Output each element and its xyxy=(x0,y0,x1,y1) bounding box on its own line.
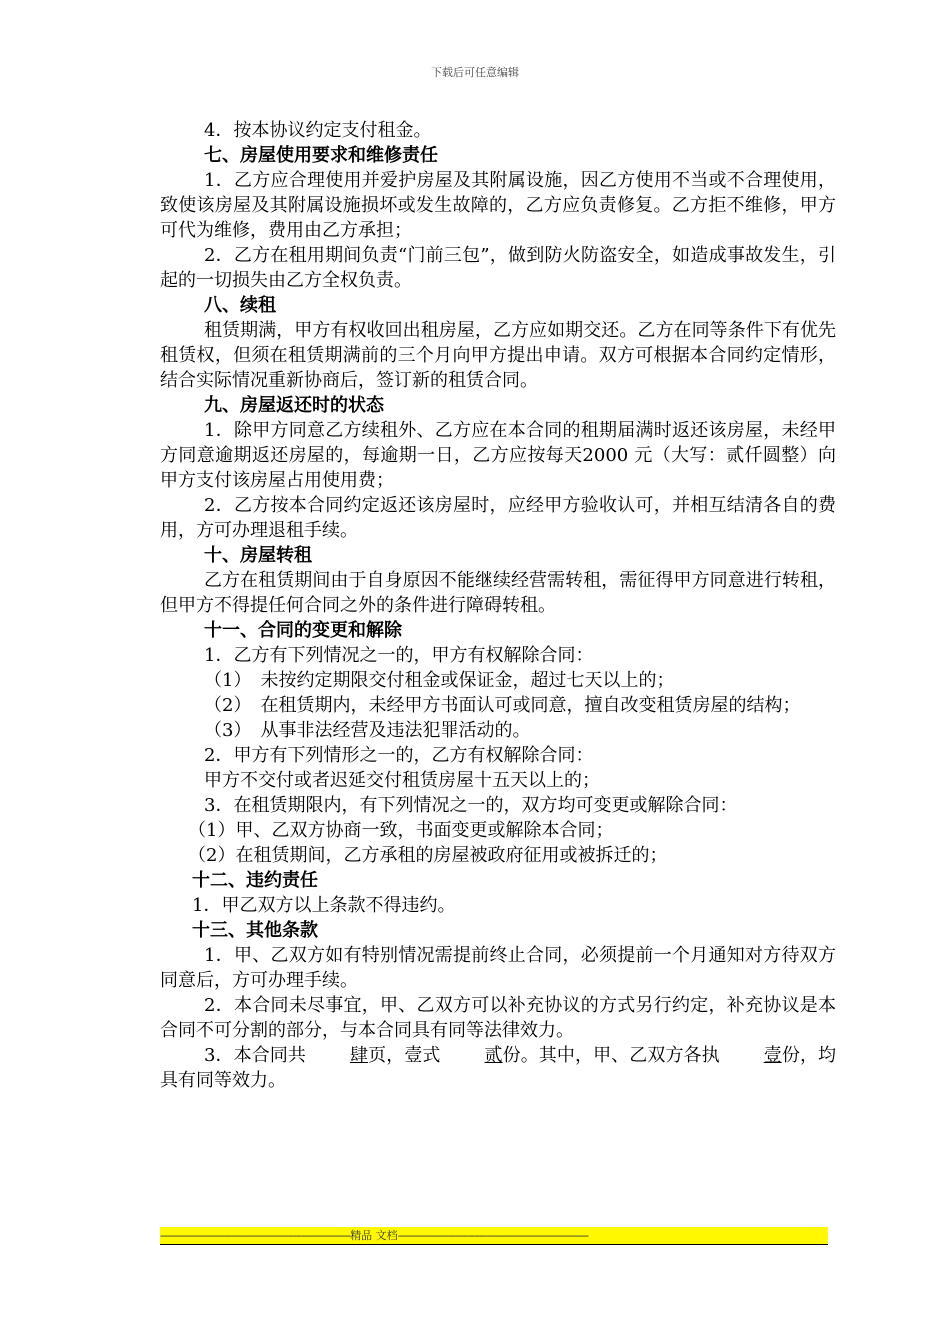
clause-11-3: 3．在租赁期限内，有下列情况之一的，双方均可变更或解除合同： xyxy=(204,795,738,816)
clause-6-item-4: 4．按本协议约定支付租金。 xyxy=(204,120,432,141)
footer-right-dashes: ---------------------------------------------------------------------- xyxy=(397,1229,588,1242)
clause-7-1: 1．乙方应合理使用并爱护房屋及其附属设施，因乙方使用不当或不合理使用，致使该房屋及其附属设施损坏或发生故障的，乙方应负责修复。乙方拒不维修，甲方可代为维修，费用由乙方承担； xyxy=(160,170,836,241)
clause-8: 租赁期满，甲方有权收回出租房屋，乙方应如期交还。乙方在同等条件下有优先租赁权，但须在租赁期满前的三个月向甲方提出申请。双方可根据本合同约定情形，结合实际情况重新协商后，签订新的租赁合同。 xyxy=(160,320,836,391)
footer-label: 精品 文档 xyxy=(350,1229,398,1242)
clause-11-3-b: （2）在租赁期间，乙方承租的房屋被政府征用或被拆迁的； xyxy=(188,845,668,866)
document-body xyxy=(160,118,836,1093)
section-heading-12: 十二、违约责任 xyxy=(192,870,318,891)
section-heading-13: 十三、其他条款 xyxy=(192,920,318,941)
section-heading-9: 九、房屋返还时的状态 xyxy=(204,395,384,416)
clause-11-1-c: （3） 从事非法经营及违法犯罪活动的。 xyxy=(204,720,531,741)
section-heading-8: 八、续租 xyxy=(204,295,276,316)
clause-13-3-text-b: 页，壹式 xyxy=(368,1045,441,1066)
clause-11-1-a: （1） 未按约定期限交付租金或保证金，超过七天以上的； xyxy=(204,670,675,691)
clause-12: 1．甲乙双方以上条款不得违约。 xyxy=(192,895,456,916)
clause-10: 乙方在租赁期间由于自身原因不能继续经营需转租，需征得甲方同意进行转租，但甲方不得提任何合同之外的条件进行障碍转租。 xyxy=(160,570,836,616)
clause-13-3 xyxy=(160,1043,836,1093)
clause-7-2: 2．乙方在租用期间负责“门前三包”，做到防火防盗安全，如造成事故发生，引起的一切损失由乙方全权负责。 xyxy=(160,245,836,291)
clause-11-1: 1．乙方有下列情况之一的，甲方有权解除合同： xyxy=(204,645,594,666)
copies-count-field: 贰 xyxy=(484,1045,503,1066)
clause-11-2-a: 甲方不交付或者迟延交付租赁房屋十五天以上的； xyxy=(204,770,600,791)
clause-13-3-text-d: 份，均具有同等效力。 xyxy=(160,1045,837,1091)
footer-left-dashes: ---------------------------------------------------------------------- xyxy=(160,1229,351,1242)
section-heading-10: 十、房屋转租 xyxy=(204,545,312,566)
clause-13-2: 2．本合同未尽事宜，甲、乙双方可以补充协议的方式另行约定，补充协议是本合同不可分割的部分，与本合同具有同等法律效力。 xyxy=(160,995,836,1041)
clause-13-3-text-c: 份。其中，甲、乙双方各执 xyxy=(502,1045,720,1066)
clause-9-2: 2．乙方按本合同约定返还该房屋时，应经甲方验收认可，并相互结清各自的费用，方可办理退租手续。 xyxy=(160,495,836,541)
clause-9-1: 1．除甲方同意乙方续租外、乙方应在本合同的租期届满时返还该房屋，未经甲方同意逾期返还房屋的，每逾期一日，乙方应按每天2000 元（大写：贰仟圆整）向甲方支付该房屋占用使用费； xyxy=(160,420,836,491)
section-heading-7: 七、房屋使用要求和维修责任 xyxy=(204,145,438,166)
clause-11-1-b: （2） 在租赁期内，未经甲方书面认可或同意，擅自改变租赁房屋的结构； xyxy=(204,695,801,716)
clause-11-3-a: （1）甲、乙双方协商一致，书面变更或解除本合同； xyxy=(188,820,614,841)
page-footer xyxy=(160,1227,828,1245)
clause-13-3-text-a: 3．本合同共 xyxy=(204,1045,307,1066)
page-header: 下载后可任意编辑 xyxy=(431,66,519,79)
page-count-field: 肆 xyxy=(350,1045,369,1066)
section-heading-11: 十一、合同的变更和解除 xyxy=(204,620,402,641)
clause-11-2: 2．甲方有下列情形之一的，乙方有权解除合同： xyxy=(204,745,594,766)
clause-13-1: 1．甲、乙双方如有特别情况需提前终止合同，必须提前一个月通知对方待双方同意后，方可办理手续。 xyxy=(160,945,836,991)
copies-each-field: 壹 xyxy=(763,1045,782,1066)
